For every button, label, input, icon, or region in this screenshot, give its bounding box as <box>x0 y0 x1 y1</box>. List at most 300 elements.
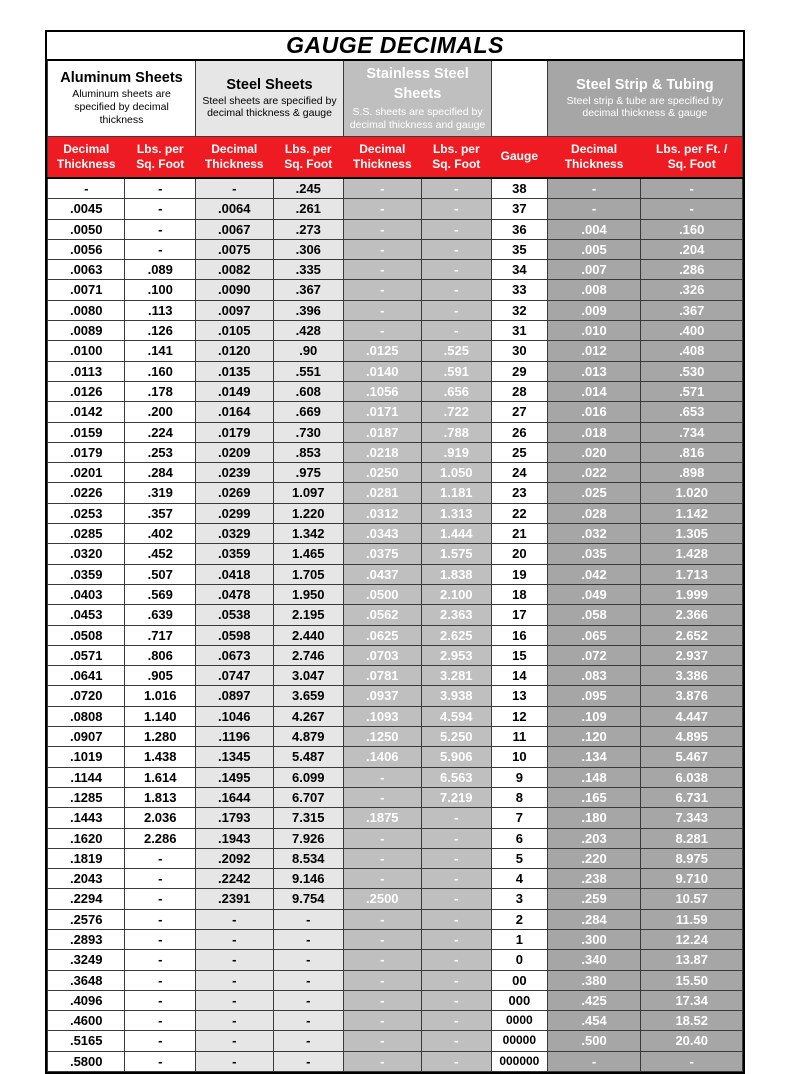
table-cell: .669 <box>273 402 344 422</box>
table-cell: .0285 <box>48 524 125 544</box>
table-row <box>48 848 743 868</box>
table-cell: .0312 <box>344 503 421 523</box>
table-cell: - <box>641 178 743 199</box>
table-cell: 4.594 <box>421 706 492 726</box>
table-cell: - <box>125 219 196 239</box>
table-cell: .259 <box>547 889 641 909</box>
table-cell: - <box>421 970 492 990</box>
table-cell: .109 <box>547 706 641 726</box>
table-cell: - <box>196 178 273 199</box>
table-cell: - <box>421 239 492 259</box>
table-cell: 2.625 <box>421 625 492 645</box>
table-cell: 15 <box>492 645 548 665</box>
table-cell: .357 <box>125 503 196 523</box>
table-cell: .009 <box>547 300 641 320</box>
table-cell: .284 <box>547 909 641 929</box>
table-cell: .0281 <box>344 483 421 503</box>
group-subtitle-aluminum: Aluminum sheets are specified by decimal thickness <box>72 88 171 126</box>
table-cell: 0000 <box>492 1011 548 1031</box>
group-title-aluminum: Aluminum Sheets <box>60 70 183 87</box>
table-cell: .286 <box>641 260 743 280</box>
table-cell: .058 <box>547 605 641 625</box>
table-cell: .0187 <box>344 422 421 442</box>
table-cell: - <box>125 848 196 868</box>
table-cell: 1.428 <box>641 544 743 564</box>
table-cell: 9.754 <box>273 889 344 909</box>
table-cell: .220 <box>547 848 641 868</box>
column-header-gauge <box>492 136 548 178</box>
table-cell: - <box>344 239 421 259</box>
column-header-line2: Thickness <box>352 156 412 171</box>
table-cell: 1.438 <box>125 747 196 767</box>
group-title-steel: Steel Sheets <box>226 76 313 93</box>
table-cell: .0538 <box>196 605 273 625</box>
table-cell: .1093 <box>344 706 421 726</box>
table-cell: 1 <box>492 929 548 949</box>
table-cell: .1285 <box>48 787 125 807</box>
table-cell: .400 <box>641 321 743 341</box>
table-cell: .178 <box>125 381 196 401</box>
table-cell: .90 <box>273 341 344 361</box>
table-cell: - <box>125 178 196 199</box>
table-cell: - <box>344 828 421 848</box>
table-cell: .1620 <box>48 828 125 848</box>
table-cell: 0 <box>492 950 548 970</box>
table-cell: .0209 <box>196 442 273 462</box>
table-cell: 17.34 <box>641 990 743 1010</box>
table-cell: .0571 <box>48 645 125 665</box>
table-cell: .028 <box>547 503 641 523</box>
table-row <box>48 767 743 787</box>
table-row <box>48 239 743 259</box>
table-cell: 1.575 <box>421 544 492 564</box>
table-cell: .326 <box>641 280 743 300</box>
table-row <box>48 787 743 807</box>
table-cell: 26 <box>492 422 548 442</box>
table-cell: .0239 <box>196 463 273 483</box>
table-cell: 22 <box>492 503 548 523</box>
table-cell: .0359 <box>196 544 273 564</box>
table-cell: 1.705 <box>273 564 344 584</box>
table-cell: .049 <box>547 584 641 604</box>
table-cell: .853 <box>273 442 344 462</box>
table-cell: 16 <box>492 625 548 645</box>
table-cell: .2500 <box>344 889 421 909</box>
table-cell: .008 <box>547 280 641 300</box>
table-cell: .1250 <box>344 727 421 747</box>
table-cell: .639 <box>125 605 196 625</box>
table-cell: 7.343 <box>641 808 743 828</box>
table-cell: 2.100 <box>421 584 492 604</box>
table-cell: - <box>421 929 492 949</box>
table-cell: - <box>125 970 196 990</box>
table-cell: 1.016 <box>125 686 196 706</box>
group-header-aluminum <box>48 60 196 136</box>
table-cell: 4.879 <box>273 727 344 747</box>
table-cell: - <box>344 950 421 970</box>
table-cell: .0090 <box>196 280 273 300</box>
table-cell: 1.950 <box>273 584 344 604</box>
table-cell: - <box>344 787 421 807</box>
table-cell: .2576 <box>48 909 125 929</box>
table-cell: .018 <box>547 422 641 442</box>
table-cell: 12.24 <box>641 929 743 949</box>
table-cell: .0375 <box>344 544 421 564</box>
table-cell: .975 <box>273 463 344 483</box>
column-header-line2: Sq. Foot <box>136 156 185 171</box>
table-cell: .180 <box>547 808 641 828</box>
table-row <box>48 1031 743 1051</box>
table-cell: .0781 <box>344 666 421 686</box>
table-cell: .100 <box>125 280 196 300</box>
table-cell: 8.534 <box>273 848 344 868</box>
table-cell: .0179 <box>48 442 125 462</box>
table-cell: .569 <box>125 584 196 604</box>
table-cell: 3.047 <box>273 666 344 686</box>
table-cell: .0403 <box>48 584 125 604</box>
table-cell: - <box>421 1031 492 1051</box>
table-cell: 9 <box>492 767 548 787</box>
table-cell: - <box>344 199 421 219</box>
table-cell: .083 <box>547 666 641 686</box>
table-cell: 20 <box>492 544 548 564</box>
table-cell: - <box>421 909 492 929</box>
column-header-line2: Thickness <box>564 156 624 171</box>
column-header-stainless-decimal-thickness <box>344 136 421 178</box>
table-cell: .0226 <box>48 483 125 503</box>
column-header-line1: Decimal <box>211 141 258 156</box>
table-cell: .0080 <box>48 300 125 320</box>
table-cell: .010 <box>547 321 641 341</box>
table-cell: - <box>344 300 421 320</box>
table-cell: .2294 <box>48 889 125 909</box>
column-header-line1: Gauge <box>500 149 539 164</box>
table-cell: 23 <box>492 483 548 503</box>
table-row <box>48 990 743 1010</box>
table-cell: .1875 <box>344 808 421 828</box>
table-cell: 3.876 <box>641 686 743 706</box>
table-row <box>48 280 743 300</box>
column-header-row <box>48 136 743 178</box>
table-cell: - <box>196 1011 273 1031</box>
table-cell: - <box>273 1011 344 1031</box>
table-cell: - <box>421 199 492 219</box>
table-cell: .1345 <box>196 747 273 767</box>
table-cell: .380 <box>547 970 641 990</box>
table-cell: 9.710 <box>641 869 743 889</box>
table-cell: 13.87 <box>641 950 743 970</box>
table-cell: 1.280 <box>125 727 196 747</box>
table-cell: 35 <box>492 239 548 259</box>
table-cell: 1.444 <box>421 524 492 544</box>
table-cell: 2.036 <box>125 808 196 828</box>
column-header-aluminum-lbs-per-sq-foot <box>125 136 196 178</box>
table-cell: 17 <box>492 605 548 625</box>
group-title-steel-strip: Steel Strip & Tubing <box>576 76 714 93</box>
table-cell: - <box>421 260 492 280</box>
table-head <box>48 32 743 178</box>
table-row <box>48 442 743 462</box>
table-cell: - <box>125 1011 196 1031</box>
table-row <box>48 808 743 828</box>
table-cell: - <box>421 178 492 199</box>
table-cell: 7 <box>492 808 548 828</box>
table-cell: .0478 <box>196 584 273 604</box>
column-header-steel-lbs-per-sq-foot <box>273 136 344 178</box>
table-cell: .0500 <box>344 584 421 604</box>
table-cell: 6.731 <box>641 787 743 807</box>
table-cell: 1.999 <box>641 584 743 604</box>
table-cell: .0089 <box>48 321 125 341</box>
table-cell: 7.219 <box>421 787 492 807</box>
table-cell: - <box>196 990 273 1010</box>
table-cell: .0720 <box>48 686 125 706</box>
group-header-stainless <box>344 60 492 136</box>
table-cell: .016 <box>547 402 641 422</box>
table-row <box>48 219 743 239</box>
table-cell: .656 <box>421 381 492 401</box>
table-cell: .042 <box>547 564 641 584</box>
table-cell: .4600 <box>48 1011 125 1031</box>
table-row <box>48 503 743 523</box>
table-cell: .722 <box>421 402 492 422</box>
table-cell: .0201 <box>48 463 125 483</box>
table-cell: .022 <box>547 463 641 483</box>
table-cell: - <box>125 1051 196 1071</box>
table-cell: 9.146 <box>273 869 344 889</box>
table-cell: 1.342 <box>273 524 344 544</box>
table-cell: .065 <box>547 625 641 645</box>
table-cell: .141 <box>125 341 196 361</box>
table-cell: - <box>125 950 196 970</box>
group-subtitle-steel: Steel sheets are specified by decimal thickness & gauge <box>202 94 337 120</box>
table-cell: - <box>421 1051 492 1071</box>
table-cell: .224 <box>125 422 196 442</box>
table-cell: - <box>344 219 421 239</box>
table-cell: .0437 <box>344 564 421 584</box>
table-cell: .4096 <box>48 990 125 1010</box>
table-cell: 4.447 <box>641 706 743 726</box>
table-cell: 25 <box>492 442 548 462</box>
table-row <box>48 321 743 341</box>
table-cell: .0907 <box>48 727 125 747</box>
table-cell: 6.099 <box>273 767 344 787</box>
table-cell: .035 <box>547 544 641 564</box>
table-row <box>48 686 743 706</box>
table-cell: .0343 <box>344 524 421 544</box>
table-cell: 4.895 <box>641 727 743 747</box>
table-cell: .238 <box>547 869 641 889</box>
table-cell: .0159 <box>48 422 125 442</box>
table-cell: - <box>547 178 641 199</box>
table-cell: 1.020 <box>641 483 743 503</box>
table-cell: - <box>196 970 273 990</box>
table-cell: .5165 <box>48 1031 125 1051</box>
table-row <box>48 483 743 503</box>
table-cell: 21 <box>492 524 548 544</box>
group-header-gauge-blank <box>492 60 548 136</box>
table-cell: 4 <box>492 869 548 889</box>
table-cell: .0250 <box>344 463 421 483</box>
table-cell: .0056 <box>48 239 125 259</box>
column-header-line1: Decimal <box>571 141 618 156</box>
column-header-line2: Sq. Foot <box>284 156 333 171</box>
table-cell: 1.838 <box>421 564 492 584</box>
table-cell: 2.363 <box>421 605 492 625</box>
table-cell: .730 <box>273 422 344 442</box>
column-header-line2: Thickness <box>204 156 264 171</box>
table-cell: 13 <box>492 686 548 706</box>
table-cell: 1.305 <box>641 524 743 544</box>
table-cell: .072 <box>547 645 641 665</box>
table-cell: 00000 <box>492 1031 548 1051</box>
group-header-steel <box>196 60 344 136</box>
table-cell: .273 <box>273 219 344 239</box>
table-cell: 2.366 <box>641 605 743 625</box>
table-cell: 1.614 <box>125 767 196 787</box>
table-row <box>48 341 743 361</box>
table-cell: 33 <box>492 280 548 300</box>
table-cell: 11 <box>492 727 548 747</box>
table-cell: 7.315 <box>273 808 344 828</box>
table-cell: - <box>125 909 196 929</box>
table-cell: - <box>421 990 492 1010</box>
table-cell: .284 <box>125 463 196 483</box>
table-cell: 3 <box>492 889 548 909</box>
table-row <box>48 199 743 219</box>
table-cell: 2.937 <box>641 645 743 665</box>
table-cell: - <box>421 848 492 868</box>
table-cell: .1819 <box>48 848 125 868</box>
table-cell: .204 <box>641 239 743 259</box>
table-cell: .120 <box>547 727 641 747</box>
table-cell: .0067 <box>196 219 273 239</box>
table-cell: .1196 <box>196 727 273 747</box>
table-cell: .2043 <box>48 869 125 889</box>
table-cell: .367 <box>641 300 743 320</box>
table-cell: .816 <box>641 442 743 462</box>
table-cell: - <box>273 909 344 929</box>
table-cell: .160 <box>641 219 743 239</box>
table-cell: 20.40 <box>641 1031 743 1051</box>
column-header-line1: Decimal <box>63 141 110 156</box>
table-cell: 11.59 <box>641 909 743 929</box>
table-cell: - <box>125 869 196 889</box>
table-cell: 28 <box>492 381 548 401</box>
table-cell: .025 <box>547 483 641 503</box>
table-cell: 14 <box>492 666 548 686</box>
table-cell: 5.250 <box>421 727 492 747</box>
table-row <box>48 260 743 280</box>
table-row <box>48 970 743 990</box>
table-cell: - <box>273 929 344 949</box>
table-cell: 1.813 <box>125 787 196 807</box>
table-cell: - <box>344 260 421 280</box>
table-cell: - <box>421 808 492 828</box>
table-cell: .788 <box>421 422 492 442</box>
table-cell: 29 <box>492 361 548 381</box>
table-cell: 5.906 <box>421 747 492 767</box>
table-cell: .0113 <box>48 361 125 381</box>
table-cell: - <box>344 970 421 990</box>
table-cell: - <box>421 869 492 889</box>
table-row <box>48 605 743 625</box>
table-cell: 1.181 <box>421 483 492 503</box>
table-cell: .454 <box>547 1011 641 1031</box>
column-header-line1: Lbs. per <box>284 141 332 156</box>
table-cell: .898 <box>641 463 743 483</box>
table-cell: .0097 <box>196 300 273 320</box>
table-cell: .134 <box>547 747 641 767</box>
table-cell: - <box>344 869 421 889</box>
table-cell: 1.713 <box>641 564 743 584</box>
table-cell: 2 <box>492 909 548 929</box>
table-cell: .3249 <box>48 950 125 970</box>
table-cell: .428 <box>273 321 344 341</box>
table-row <box>48 1051 743 1071</box>
table-cell: .0105 <box>196 321 273 341</box>
gauge-decimals-table-container <box>45 30 745 1074</box>
table-cell: .340 <box>547 950 641 970</box>
table-cell: 2.652 <box>641 625 743 645</box>
table-row <box>48 645 743 665</box>
table-cell: - <box>125 929 196 949</box>
table-cell: .1406 <box>344 747 421 767</box>
table-row <box>48 544 743 564</box>
group-header-row <box>48 60 743 136</box>
group-title-stainless: Stainless Steel Sheets <box>366 66 469 102</box>
table-cell: .0120 <box>196 341 273 361</box>
table-cell: - <box>344 929 421 949</box>
table-cell: .1144 <box>48 767 125 787</box>
column-header-line2: Sq. Foot <box>432 156 481 171</box>
table-cell: 1.465 <box>273 544 344 564</box>
table-cell: .0126 <box>48 381 125 401</box>
table-cell: .0937 <box>344 686 421 706</box>
table-cell: .1943 <box>196 828 273 848</box>
table-cell: .1046 <box>196 706 273 726</box>
table-cell: .005 <box>547 239 641 259</box>
column-header-strip-decimal-thickness <box>547 136 641 178</box>
table-cell: 00 <box>492 970 548 990</box>
table-cell: .245 <box>273 178 344 199</box>
table-cell: - <box>421 889 492 909</box>
table-cell: 5.467 <box>641 747 743 767</box>
table-cell: - <box>196 1051 273 1071</box>
table-cell: 19 <box>492 564 548 584</box>
column-header-line1: Lbs. per <box>136 141 184 156</box>
table-cell: .095 <box>547 686 641 706</box>
table-cell: - <box>125 199 196 219</box>
table-body <box>48 178 743 1072</box>
table-cell: .551 <box>273 361 344 381</box>
table-cell: 18 <box>492 584 548 604</box>
table-cell: .5800 <box>48 1051 125 1071</box>
table-cell: .2092 <box>196 848 273 868</box>
table-row <box>48 463 743 483</box>
table-cell: .160 <box>125 361 196 381</box>
table-cell: - <box>421 280 492 300</box>
table-cell: .0625 <box>344 625 421 645</box>
table-cell: 10 <box>492 747 548 767</box>
table-cell: 37 <box>492 199 548 219</box>
table-cell: - <box>344 990 421 1010</box>
table-cell: .007 <box>547 260 641 280</box>
table-cell: .0135 <box>196 361 273 381</box>
table-cell: - <box>196 1031 273 1051</box>
table-cell: - <box>48 178 125 199</box>
table-cell: - <box>273 970 344 990</box>
